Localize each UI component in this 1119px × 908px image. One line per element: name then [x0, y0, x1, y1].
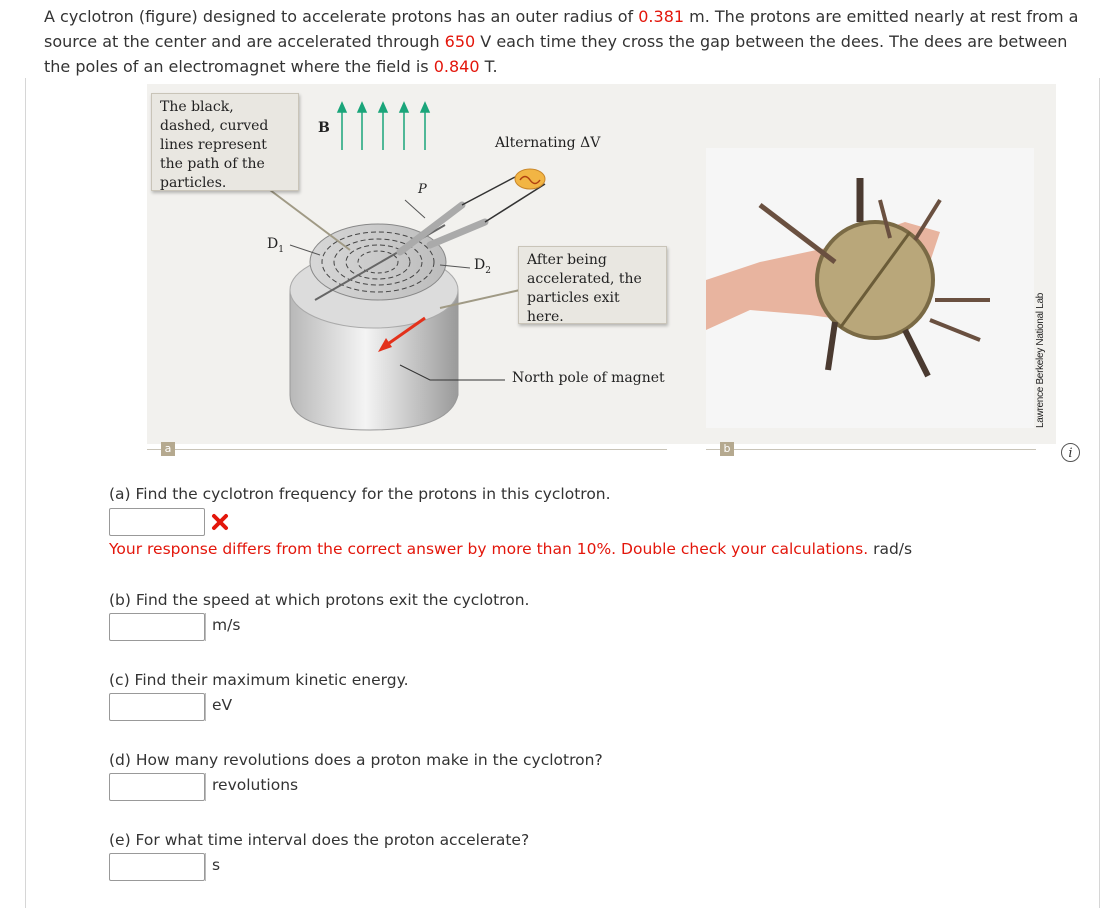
radius-value: 0.381: [638, 7, 685, 26]
problem-text: m. The protons are emitted nearly at rest from a source at the center and are accelerated through: [44, 7, 1079, 51]
answer-e-unit: s: [205, 853, 220, 881]
answer-d-unit: revolutions: [205, 773, 298, 801]
field-label: B: [318, 120, 330, 136]
panel-a-rule: [147, 449, 667, 450]
answer-b-unit: m/s: [205, 613, 240, 641]
dee-1-label: $D_1$: [267, 236, 284, 255]
field-value: 0.840: [433, 57, 480, 76]
feedback-text: Your response differs from the correct answer by more than 10%. Double check your calculations.: [109, 540, 869, 558]
answer-d-input[interactable]: [109, 773, 205, 801]
panel-b-tag: b: [720, 442, 734, 456]
info-icon[interactable]: i: [1061, 443, 1080, 462]
photo-credit: Lawrence Berkeley National Lab: [1035, 293, 1046, 428]
panel-a-tag: a: [161, 442, 175, 456]
dee-2-label: $D_2$: [474, 257, 491, 276]
question-a-prompt: (a) Find the cyclotron frequency for the protons in this cyclotron.: [109, 485, 611, 503]
question-b-prompt: (b) Find the speed at which protons exit the cyclotron.: [109, 591, 530, 609]
problem-text: V each time they cross the gap between the dees. The dees are between the poles of an electromagnet where the field is: [44, 32, 1068, 76]
north-pole-label: North pole of magnet: [512, 370, 665, 386]
answer-a-unit: rad/s: [873, 540, 913, 558]
answer-c-unit: eV: [205, 693, 232, 721]
voltage-value: 650: [444, 32, 476, 51]
answer-c-input[interactable]: [109, 693, 205, 721]
field-arrows: [338, 103, 429, 150]
path-callout: The black, dashed, curved lines represent the path of the particles.: [151, 93, 299, 191]
problem-text: T.: [479, 57, 498, 76]
panel-b-rule: [706, 449, 1036, 450]
answer-a-input[interactable]: [109, 508, 205, 536]
exit-callout: After being accelerated, the particles exit here.: [518, 246, 667, 324]
problem-text: A cyclotron (figure) designed to accelerate protons has an outer radius of: [44, 7, 639, 26]
incorrect-x-icon: [211, 513, 229, 531]
alternating-voltage-label: Alternating ΔV: [495, 135, 601, 151]
answer-a-feedback: [109, 540, 912, 558]
particle-label: P: [418, 182, 427, 197]
answer-e-input[interactable]: [109, 853, 205, 881]
question-d-prompt: (d) How many revolutions does a proton make in the cyclotron?: [109, 751, 603, 769]
question-c-prompt: (c) Find their maximum kinetic energy.: [109, 671, 409, 689]
answer-b-input[interactable]: [109, 613, 205, 641]
question-e-prompt: (e) For what time interval does the proton accelerate?: [109, 831, 530, 849]
